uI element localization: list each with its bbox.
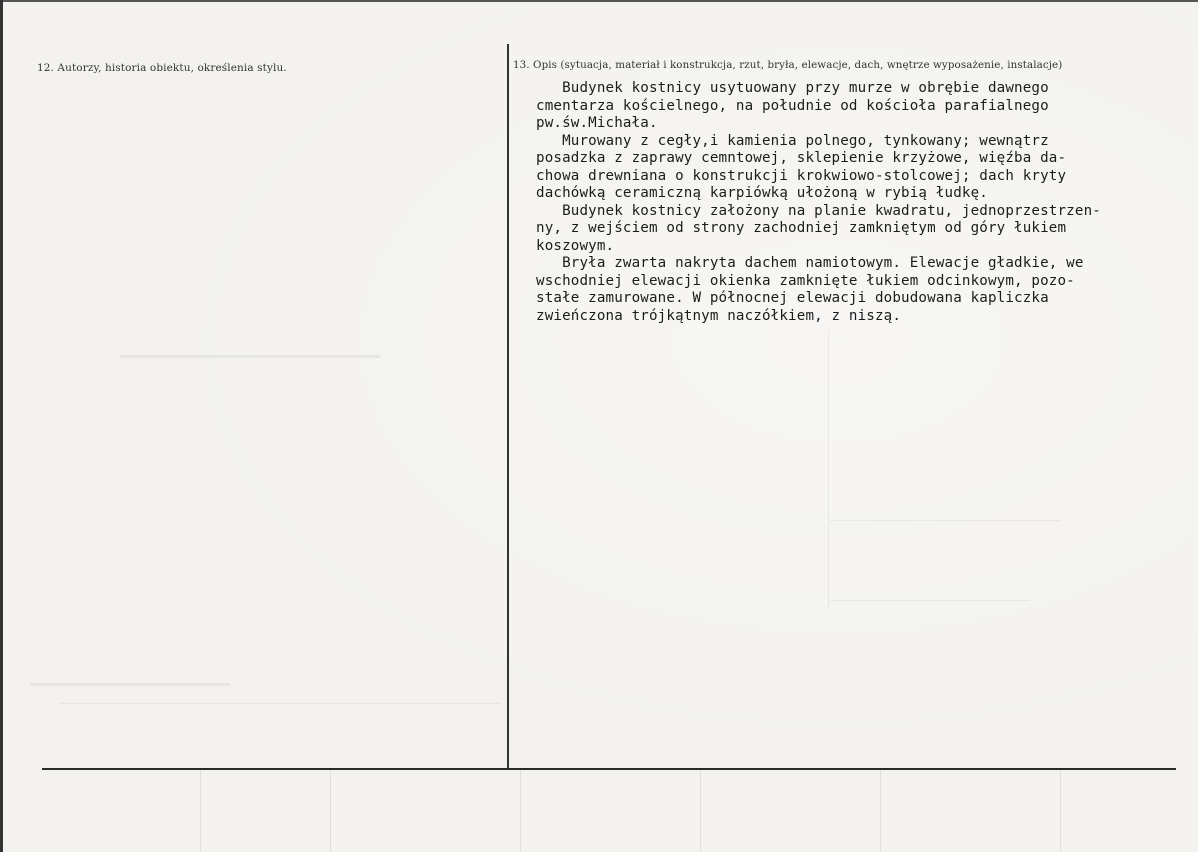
column-divider [507, 44, 509, 770]
description-line: dachówką ceramiczną karpiówką ułożoną w rybią łudkę. [536, 185, 988, 201]
description-line: ny, z wejściem od strony zachodniej zamkniętym od góry łukiem [536, 220, 1067, 236]
description-line: Budynek kostnicy założony na planie kwadratu, jednoprzestrzen- [536, 202, 1101, 219]
bleed-through-line [830, 600, 1030, 601]
grid-line [200, 770, 201, 852]
bleed-through-line [830, 520, 1060, 521]
grid-line [520, 770, 521, 852]
description-line: pw.św.Michała. [536, 115, 658, 131]
bleed-through-line [30, 683, 230, 686]
description-line: Bryła zwarta nakryta dachem namiotowym. Elewacje gładkie, we [536, 255, 1084, 271]
grid-line [330, 770, 331, 852]
left-edge [0, 0, 3, 852]
field-12-label: 12. Autorzy, historia obiektu, określenia stylu. [37, 62, 287, 74]
field-13-label: 13. Opis (sytuacja, materiał i konstrukcja, rzut, bryła, elewacje, dach, wnętrze wyposażenie, instalacje) [513, 59, 1063, 71]
description-line: wschodniej elewacji okienka zamknięte łukiem odcinkowym, pozo- [536, 272, 1075, 289]
description-line: Budynek kostnicy usytuowany przy murze w obrębie dawnego [536, 80, 1049, 96]
bleed-through-line [120, 355, 380, 358]
bleed-through-line [828, 330, 829, 610]
description-line: posadzka z zaprawy cemntowej, sklepienie krzyżowe, więźba da- [536, 150, 1067, 166]
top-edge [0, 0, 1198, 2]
grid-line [1060, 770, 1061, 852]
grid-line [700, 770, 701, 852]
description-line: koszowym. [536, 237, 615, 254]
description-line: zwieńczona trójkątnym naczółkiem, z niszą. [536, 307, 902, 324]
description-line: Murowany z cegły,i kamienia polnego, tynkowany; wewnątrz [536, 132, 1049, 149]
description-line: chowa drewniana o konstrukcji krokwiowo-stolcowej; dach kryty [536, 167, 1067, 184]
description-line: cmentarza kościelnego, na południe od kościoła parafialnego [536, 97, 1049, 114]
grid-line [880, 770, 881, 852]
typed-description [536, 80, 1176, 325]
description-line: stałe zamurowane. W północnej elewacji dobudowana kapliczka [536, 290, 1049, 306]
bottom-rule [42, 768, 1176, 770]
bleed-through-line [60, 703, 500, 704]
